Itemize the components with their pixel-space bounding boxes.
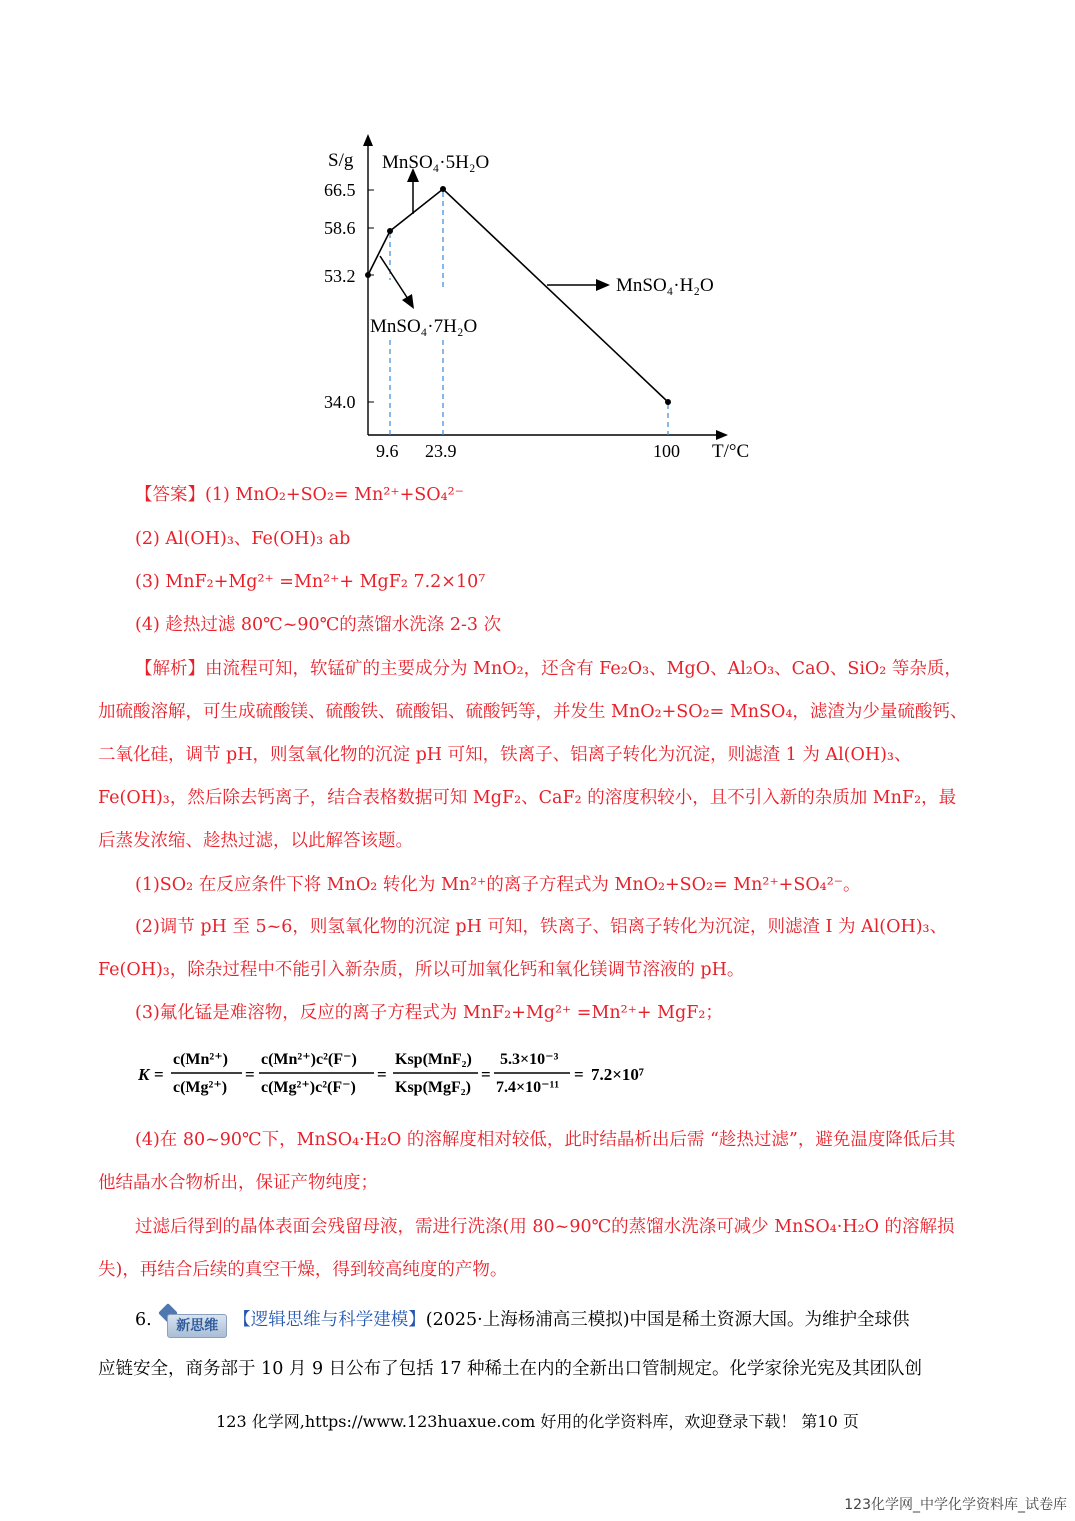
y-tick-label: 53.2 xyxy=(324,266,356,286)
analysis-line-10: (4)在 80~90℃下，MnSO₄·H₂O 的溶解度相对较低，此时结晶析出后需 “趁热过滤”，避免温度降低后其 xyxy=(135,1130,956,1150)
x-axis-label: T/°C xyxy=(712,441,750,462)
analysis-line-7: (2)调节 pH 至 5~6，则氢氧化物的沉淀 pH 可知，铁离子、铝离子转化为沉淀，则滤渣 I 为 Al(OH)₃、 xyxy=(135,917,948,937)
y-axis-arrow xyxy=(363,134,373,146)
formula-den-4: 7.4×10⁻¹¹ xyxy=(496,1079,560,1096)
analysis-line-12: 过滤后得到的晶体表面会残留母液，需进行洗涤(用 80~90℃的蒸馏水洗涤可减少 MnSO₄·H₂O 的溶解损 xyxy=(135,1217,955,1237)
analysis-tag: 【解析】 xyxy=(135,659,205,679)
formula-den-1: c(Mg²⁺) xyxy=(173,1079,228,1096)
formula-eq: = xyxy=(377,1065,387,1084)
formula-den-2: c(Mg²⁺)c²(F⁻) xyxy=(261,1079,356,1096)
analysis-line-2: 加硫酸溶解，可生成硫酸镁、硫酸铁、硫酸铝、硫酸钙等，并发生 MnO₂+SO₂= MnSO₄，滤渣为少量硫酸钙、 xyxy=(98,702,968,722)
formula-den-3: Ksp(MgF₂) xyxy=(395,1079,471,1096)
analysis-line-11: 他结晶水合物析出，保证产物纯度； xyxy=(98,1173,378,1193)
answer-tag: 【答案】 xyxy=(135,485,205,505)
formula-k: K xyxy=(138,1065,150,1084)
formula-eq: = xyxy=(574,1065,584,1084)
answer-line-4: (4) 趁热过滤 80℃~90℃的蒸馏水洗涤 2-3 次 xyxy=(135,615,502,635)
arrow-h2o-head xyxy=(596,279,610,291)
solubility-chart xyxy=(300,130,770,470)
analysis-line-6: (1)SO₂ 在反应条件下将 MnO₂ 转化为 Mn²⁺的离子方程式为 MnO₂+SO₂= Mn²⁺+SO₄²⁻。 xyxy=(135,875,861,895)
analysis-line-1 xyxy=(135,656,985,682)
x-tick-label: 9.6 xyxy=(376,441,399,461)
formula-eq: = xyxy=(154,1065,164,1084)
data-point xyxy=(440,186,446,192)
analysis-line-13: 失)，再结合后续的真空干燥，得到较高纯度的产物。 xyxy=(98,1260,508,1280)
answer-line-3: (3) MnF₂+Mg²⁺ =Mn²⁺+ MgF₂ 7.2×10⁷ xyxy=(135,572,486,592)
data-point xyxy=(665,399,671,405)
formula-num-3: Ksp(MnF₂) xyxy=(395,1051,472,1068)
data-point xyxy=(387,228,393,234)
arrow-7h2o xyxy=(380,256,410,302)
analysis-line-3: 二氧化硅，调节 pH，则氢氧化物的沉淀 pH 可知，铁离子、铝离子转化为沉淀，则滤渣 1 为 Al(OH)₃、 xyxy=(98,745,912,765)
arrow-7h2o-head xyxy=(402,294,414,309)
label-mnso4-5h2o: MnSO₄·5H₂O xyxy=(382,152,490,173)
answer-line-1 xyxy=(135,482,985,508)
analysis-line-8: Fe(OH)₃，除杂过程中不能引入新杂质，所以可加氧化钙和氧化镁调节溶液的 pH。 xyxy=(98,960,745,980)
analysis-text: 由流程可知，软锰矿的主要成分为 MnO₂，还含有 Fe₂O₃、MgO、Al₂O₃、CaO、SiO₂ 等杂质， xyxy=(205,659,962,679)
answer-line-2: (2) Al(OH)₃、Fe(OH)₃ ab xyxy=(135,529,351,549)
label-mnso4-7h2o: MnSO₄·7H₂O xyxy=(370,316,478,337)
data-point xyxy=(365,272,371,278)
question-6-line-1 xyxy=(135,1303,985,1337)
x-axis-arrow xyxy=(716,430,728,440)
y-tick-label: 34.0 xyxy=(324,392,356,412)
y-tick-label: 58.6 xyxy=(324,218,356,238)
analysis-line-5: 后蒸发浓缩、趁热过滤，以此解答该题。 xyxy=(98,831,413,851)
badge-label: 新思维 xyxy=(167,1314,227,1338)
page-footer: 123 化学网,https://www.123huaxue.com 好用的化学资料库，欢迎登录下载！ 第10 页 xyxy=(216,1412,859,1431)
question-text: (2025·上海杨浦高三模拟)中国是稀土资源大国。为维护全球供 xyxy=(425,1310,910,1330)
answer-text: (1) MnO₂+SO₂= Mn²⁺+SO₄²⁻ xyxy=(205,485,464,505)
question-tag: 【逻辑思维与科学建模】 xyxy=(233,1310,426,1330)
question-number: 6. xyxy=(135,1310,152,1330)
analysis-line-9: (3)氟化锰是难溶物，反应的离子方程式为 MnF₂+Mg²⁺ =Mn²⁺+ MgF₂； xyxy=(135,1003,723,1023)
x-tick-label: 23.9 xyxy=(425,441,457,461)
y-tick-label: 66.5 xyxy=(324,180,356,200)
label-mnso4-h2o: MnSO₄·H₂O xyxy=(616,275,714,296)
watermark: 123化学网_中学化学资料库_试卷库 xyxy=(844,1497,1067,1513)
formula-num-2: c(Mn²⁺)c²(F⁻) xyxy=(261,1051,357,1068)
formula-eq: = xyxy=(481,1065,491,1084)
new-thinking-badge xyxy=(157,1306,227,1336)
formula-num-4: 5.3×10⁻³ xyxy=(500,1051,559,1068)
equilibrium-formula xyxy=(138,1040,698,1106)
analysis-line-4: Fe(OH)₃，然后除去钙离子，结合表格数据可知 MgF₂、CaF₂ 的溶度积较小，且不引入新的杂质加 MnF₂，最 xyxy=(98,788,957,808)
y-axis-label: S/g xyxy=(328,150,354,171)
formula-eq: = xyxy=(245,1065,255,1084)
formula-result: 7.2×10⁷ xyxy=(591,1065,645,1084)
question-6-line-2: 应链安全，商务部于 10 月 9 日公布了包括 17 种稀土在内的全新出口管制规定。化学家徐光宪及其团队创 xyxy=(98,1359,923,1379)
x-tick-label: 100 xyxy=(653,441,680,461)
formula-num-1: c(Mn²⁺) xyxy=(173,1051,228,1068)
